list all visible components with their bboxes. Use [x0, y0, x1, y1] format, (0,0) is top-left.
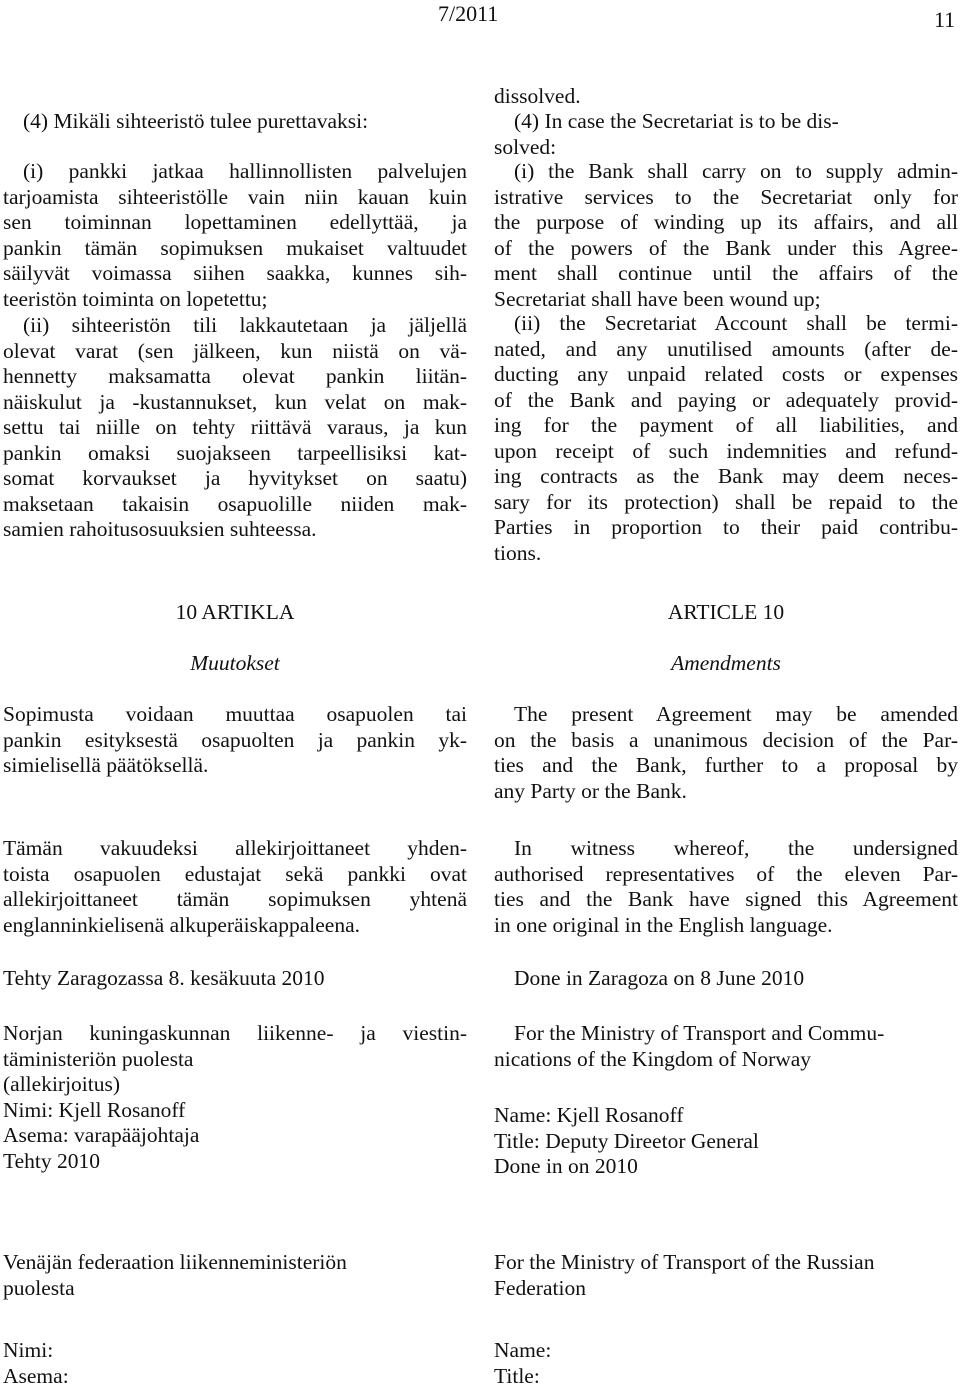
text-line: Norjan kuningaskunnan liikenne- ja viestin- — [3, 1021, 467, 1045]
text-line: pankin esityksestä osapuolten ja pankin yk- — [3, 727, 467, 752]
text-line: ing contracts as the Bank may deem neces- — [494, 464, 958, 488]
en-witness-paragraph — [494, 836, 958, 938]
text-line: sary for its protection) shall be repaid to the — [494, 489, 958, 514]
text-line: on the basis a unanimous decision of the Par- — [494, 727, 958, 752]
text-line: (allekirjoitus) — [3, 1072, 121, 1096]
en-section-4-i — [494, 159, 958, 312]
text-line: of the powers of the Bank under this Agree- — [494, 235, 958, 260]
text-line: Done in on 2010 — [494, 1154, 638, 1178]
en-section-4-ii — [494, 311, 958, 566]
en-russia-signature-fields — [494, 1338, 958, 1389]
text-line: Venäjän federaation liikenneministeriön — [3, 1250, 347, 1274]
text-line: näiskulut ja -kustannukset, kun velat on mak- — [3, 389, 467, 414]
text-line: Title: — [494, 1363, 540, 1388]
text-line: The present Agreement may be amended — [514, 702, 958, 726]
text-line: For the Ministry of Transport and Commu- — [514, 1021, 885, 1045]
text-line: puolesta — [3, 1275, 75, 1300]
text-line: any Party or the Bank. — [494, 778, 687, 803]
text-line: ing for the payment of all liabilities, and — [494, 413, 958, 437]
fi-witness-paragraph — [3, 836, 467, 938]
fi-section-4-i — [3, 159, 467, 312]
en-done-line: Done in Zaragoza on 8 June 2010 — [514, 966, 805, 990]
fi-russia-signature-fields — [3, 1338, 467, 1389]
text-line: Secretariat shall have been wound up; — [494, 286, 821, 311]
text-line: teeristön toiminta on lopetettu; — [3, 286, 268, 311]
text-line: hennetty maksamatta olevat pankin liitän- — [3, 364, 467, 388]
text-line: sen toiminnan lopettaminen edellyttää, ja — [3, 210, 467, 234]
text-line: allekirjoittaneet tämän sopimuksen yhtenä — [3, 887, 467, 911]
text-line: ducting any unpaid related costs or expenses — [494, 362, 958, 386]
text-line: Name: — [494, 1338, 552, 1362]
text-line: tarjoamista sihteeristölle vain niin kauan kuin — [3, 184, 467, 209]
text-line: (ii) the Secretariat Account shall be termi- — [514, 311, 958, 335]
text-line: authorised representatives of the eleven Par- — [494, 861, 958, 886]
en-norway-signature-block — [494, 1021, 958, 1072]
text-line: ment shall continue until the affairs of the — [494, 261, 958, 285]
text-line: somat korvaukset ja hyvitykset on saatu) — [3, 466, 467, 490]
text-line: Nimi: — [3, 1338, 54, 1362]
fi-article-title: Muutokset — [190, 651, 280, 675]
text-line: (i) the Bank shall carry on to supply admin- — [514, 159, 958, 183]
text-line: samien rahoitusosuuksien suhteessa. — [3, 517, 317, 541]
page-number: 11 — [934, 7, 956, 32]
text-line: settu tai niille on tehty riittävä varaus, ja kun — [3, 415, 467, 439]
fi-section-4-ii — [3, 313, 467, 543]
text-line: englanninkielisenä alkuperäiskappaleena. — [3, 912, 360, 937]
text-line: istrative services to the Secretariat only for — [494, 184, 958, 209]
en-article-heading: ARTICLE 10 — [667, 600, 785, 624]
en-section-4-title — [494, 109, 958, 160]
text-line: Nimi: Kjell Rosanoff — [3, 1097, 186, 1122]
text-line: tions. — [494, 540, 542, 565]
text-line: (i) pankki jatkaa hallinnollisten palvelujen — [23, 159, 467, 183]
text-line: For the Ministry of Transport of the Russian — [494, 1250, 875, 1274]
text-line: Tehty 2010 — [3, 1148, 101, 1173]
text-line: simielisellä päätöksellä. — [3, 753, 209, 777]
text-line: nated, and any unutilised amounts (after de- — [494, 336, 958, 361]
fi-article-heading: 10 ARTIKLA — [175, 600, 295, 624]
text-line: In witness whereof, the undersigned — [514, 836, 958, 860]
text-line: Federation — [494, 1275, 586, 1300]
issue-date: 7/2011 — [438, 1, 499, 26]
text-line: Title: Deputy Direetor General — [494, 1128, 759, 1153]
text-line: the purpose of winding up its affairs, and all — [494, 210, 958, 234]
text-line: Name: Kjell Rosanoff — [494, 1103, 684, 1127]
fi-done-line: Tehty Zaragozassa 8. kesäkuuta 2010 — [3, 966, 325, 990]
text-line: (ii) sihteeristön tili lakkautetaan ja jäljellä — [23, 313, 467, 337]
text-line: toista osapuolen edustajat sekä pankki ovat — [3, 861, 467, 886]
text-line: täministeriön puolesta — [3, 1046, 194, 1071]
text-line: Parties in proportion to their paid contribu- — [494, 515, 958, 539]
fi-russia-signature-block — [3, 1250, 467, 1301]
text-line: in one original in the English language. — [494, 912, 833, 937]
text-line: Asema: varapääjohtaja — [3, 1123, 200, 1147]
en-article-title: Amendments — [671, 651, 781, 675]
text-line: upon receipt of such indemnities and refund- — [494, 438, 958, 463]
text-line: ties and the Bank, further to a proposal by — [494, 753, 958, 777]
text-line: (4) In case the Secretariat is to be dis- — [514, 109, 839, 133]
text-line: pankin tämän sopimuksen mukaiset valtuudet — [3, 235, 467, 260]
fi-section-4-title: (4) Mikäli sihteeristö tulee purettavaksi: — [23, 109, 369, 133]
en-russia-signature-block — [494, 1250, 958, 1301]
text-line: ties and the Bank have signed this Agreement — [494, 887, 958, 911]
text-line: maksetaan takaisin osapuolille niiden mak- — [3, 491, 467, 516]
text-line: Tämän vakuudeksi allekirjoittaneet yhden- — [3, 836, 467, 860]
en-amendment-paragraph — [494, 702, 958, 804]
text-line: olevat varat (sen jälkeen, kun niistä on vä- — [3, 338, 467, 363]
fi-amendment-paragraph — [3, 702, 467, 779]
fi-norway-signature-block — [3, 1021, 467, 1174]
text-line: Sopimusta voidaan muuttaa osapuolen tai — [3, 702, 467, 726]
en-dissolved-continuation: dissolved. — [494, 84, 581, 108]
text-line: solved: — [494, 134, 557, 159]
text-line: Asema: — [3, 1363, 69, 1388]
text-line: pankin omaksi suojakseen tarpeellisiksi kat- — [3, 440, 467, 465]
text-line: säilyvät voimassa siihen saakka, kunnes sih- — [3, 261, 467, 285]
text-line: of the Bank and paying or adequately provid- — [494, 387, 958, 412]
text-line: nications of the Kingdom of Norway — [494, 1046, 812, 1071]
en-norway-signature-fields — [494, 1103, 958, 1180]
